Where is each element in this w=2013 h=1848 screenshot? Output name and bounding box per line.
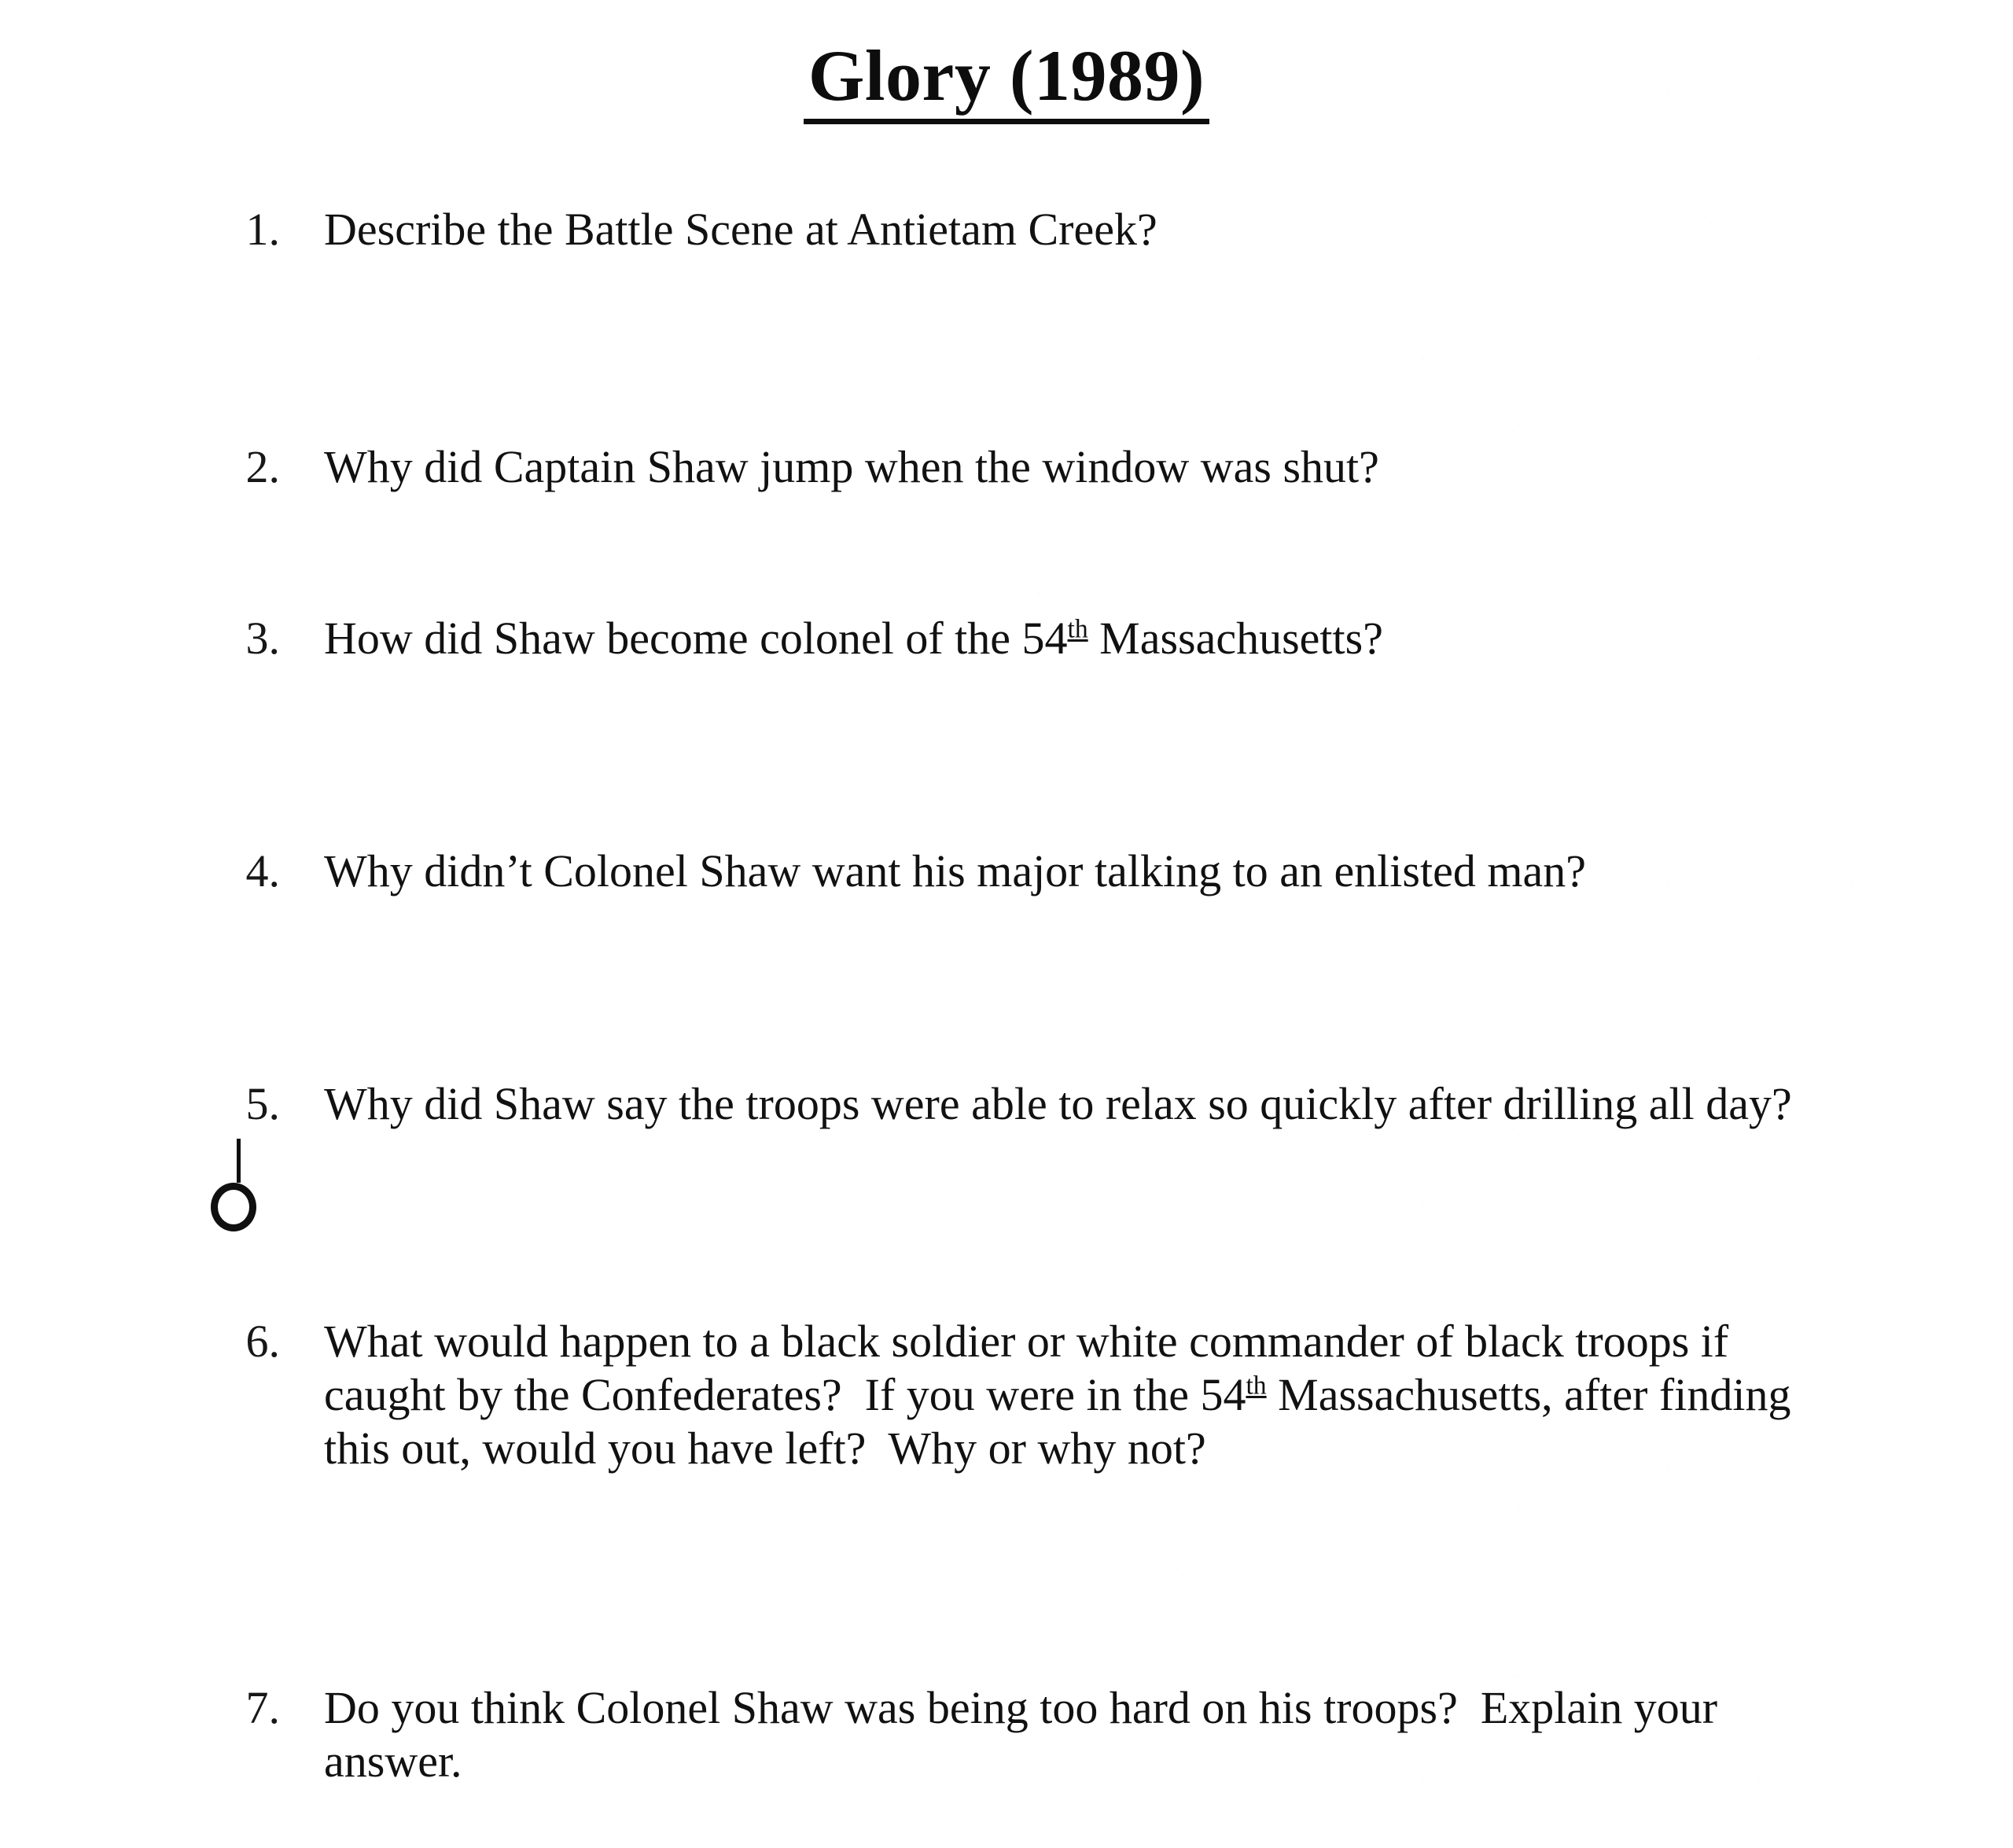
question-text: Why did Shaw say the troops were able to relax so quickly after drilling all day? (324, 1078, 1792, 1129)
question-text (324, 612, 1383, 665)
question-number: 7. (245, 1682, 280, 1733)
question-number: 2. (245, 441, 280, 492)
question-number: 1. (245, 204, 280, 255)
question-number: 5. (245, 1078, 280, 1129)
ordinal-superscript: th (1067, 614, 1088, 644)
question-number: 6. (245, 1316, 280, 1367)
question-text-part: How did Shaw become colonel of the 54 (324, 613, 1068, 664)
question-text (324, 1315, 1802, 1475)
question-text: Describe the Battle Scene at Antietam Creek? (324, 204, 1157, 255)
question-text-part: Massachusetts? (1087, 613, 1383, 664)
question-text: Do you think Colonel Shaw was being too hard on his troops? Explain your answer. (324, 1682, 1729, 1787)
question-number: 4. (245, 845, 280, 896)
question-text: Why didn’t Colonel Shaw want his major talking to an enlisted man? (324, 845, 1586, 896)
annotation-stroke-icon (237, 1139, 241, 1183)
question-text: Why did Captain Shaw jump when the window was shut? (324, 441, 1379, 492)
page-title-container (0, 35, 2013, 124)
handwritten-circle-mark (211, 1139, 272, 1249)
ordinal-superscript: th (1246, 1371, 1267, 1401)
question-text-part: What would happen to a black soldier or white commander of black troops if caught by the Confederates? If you were in the 54 (324, 1316, 1740, 1420)
annotation-circle-icon (211, 1183, 256, 1231)
page-title: Glory (1989) (804, 38, 1209, 124)
question-number: 3. (245, 613, 280, 664)
question-text-part: Massachusetts, after finding this out, would you have left? Why or why not? (324, 1369, 1802, 1474)
